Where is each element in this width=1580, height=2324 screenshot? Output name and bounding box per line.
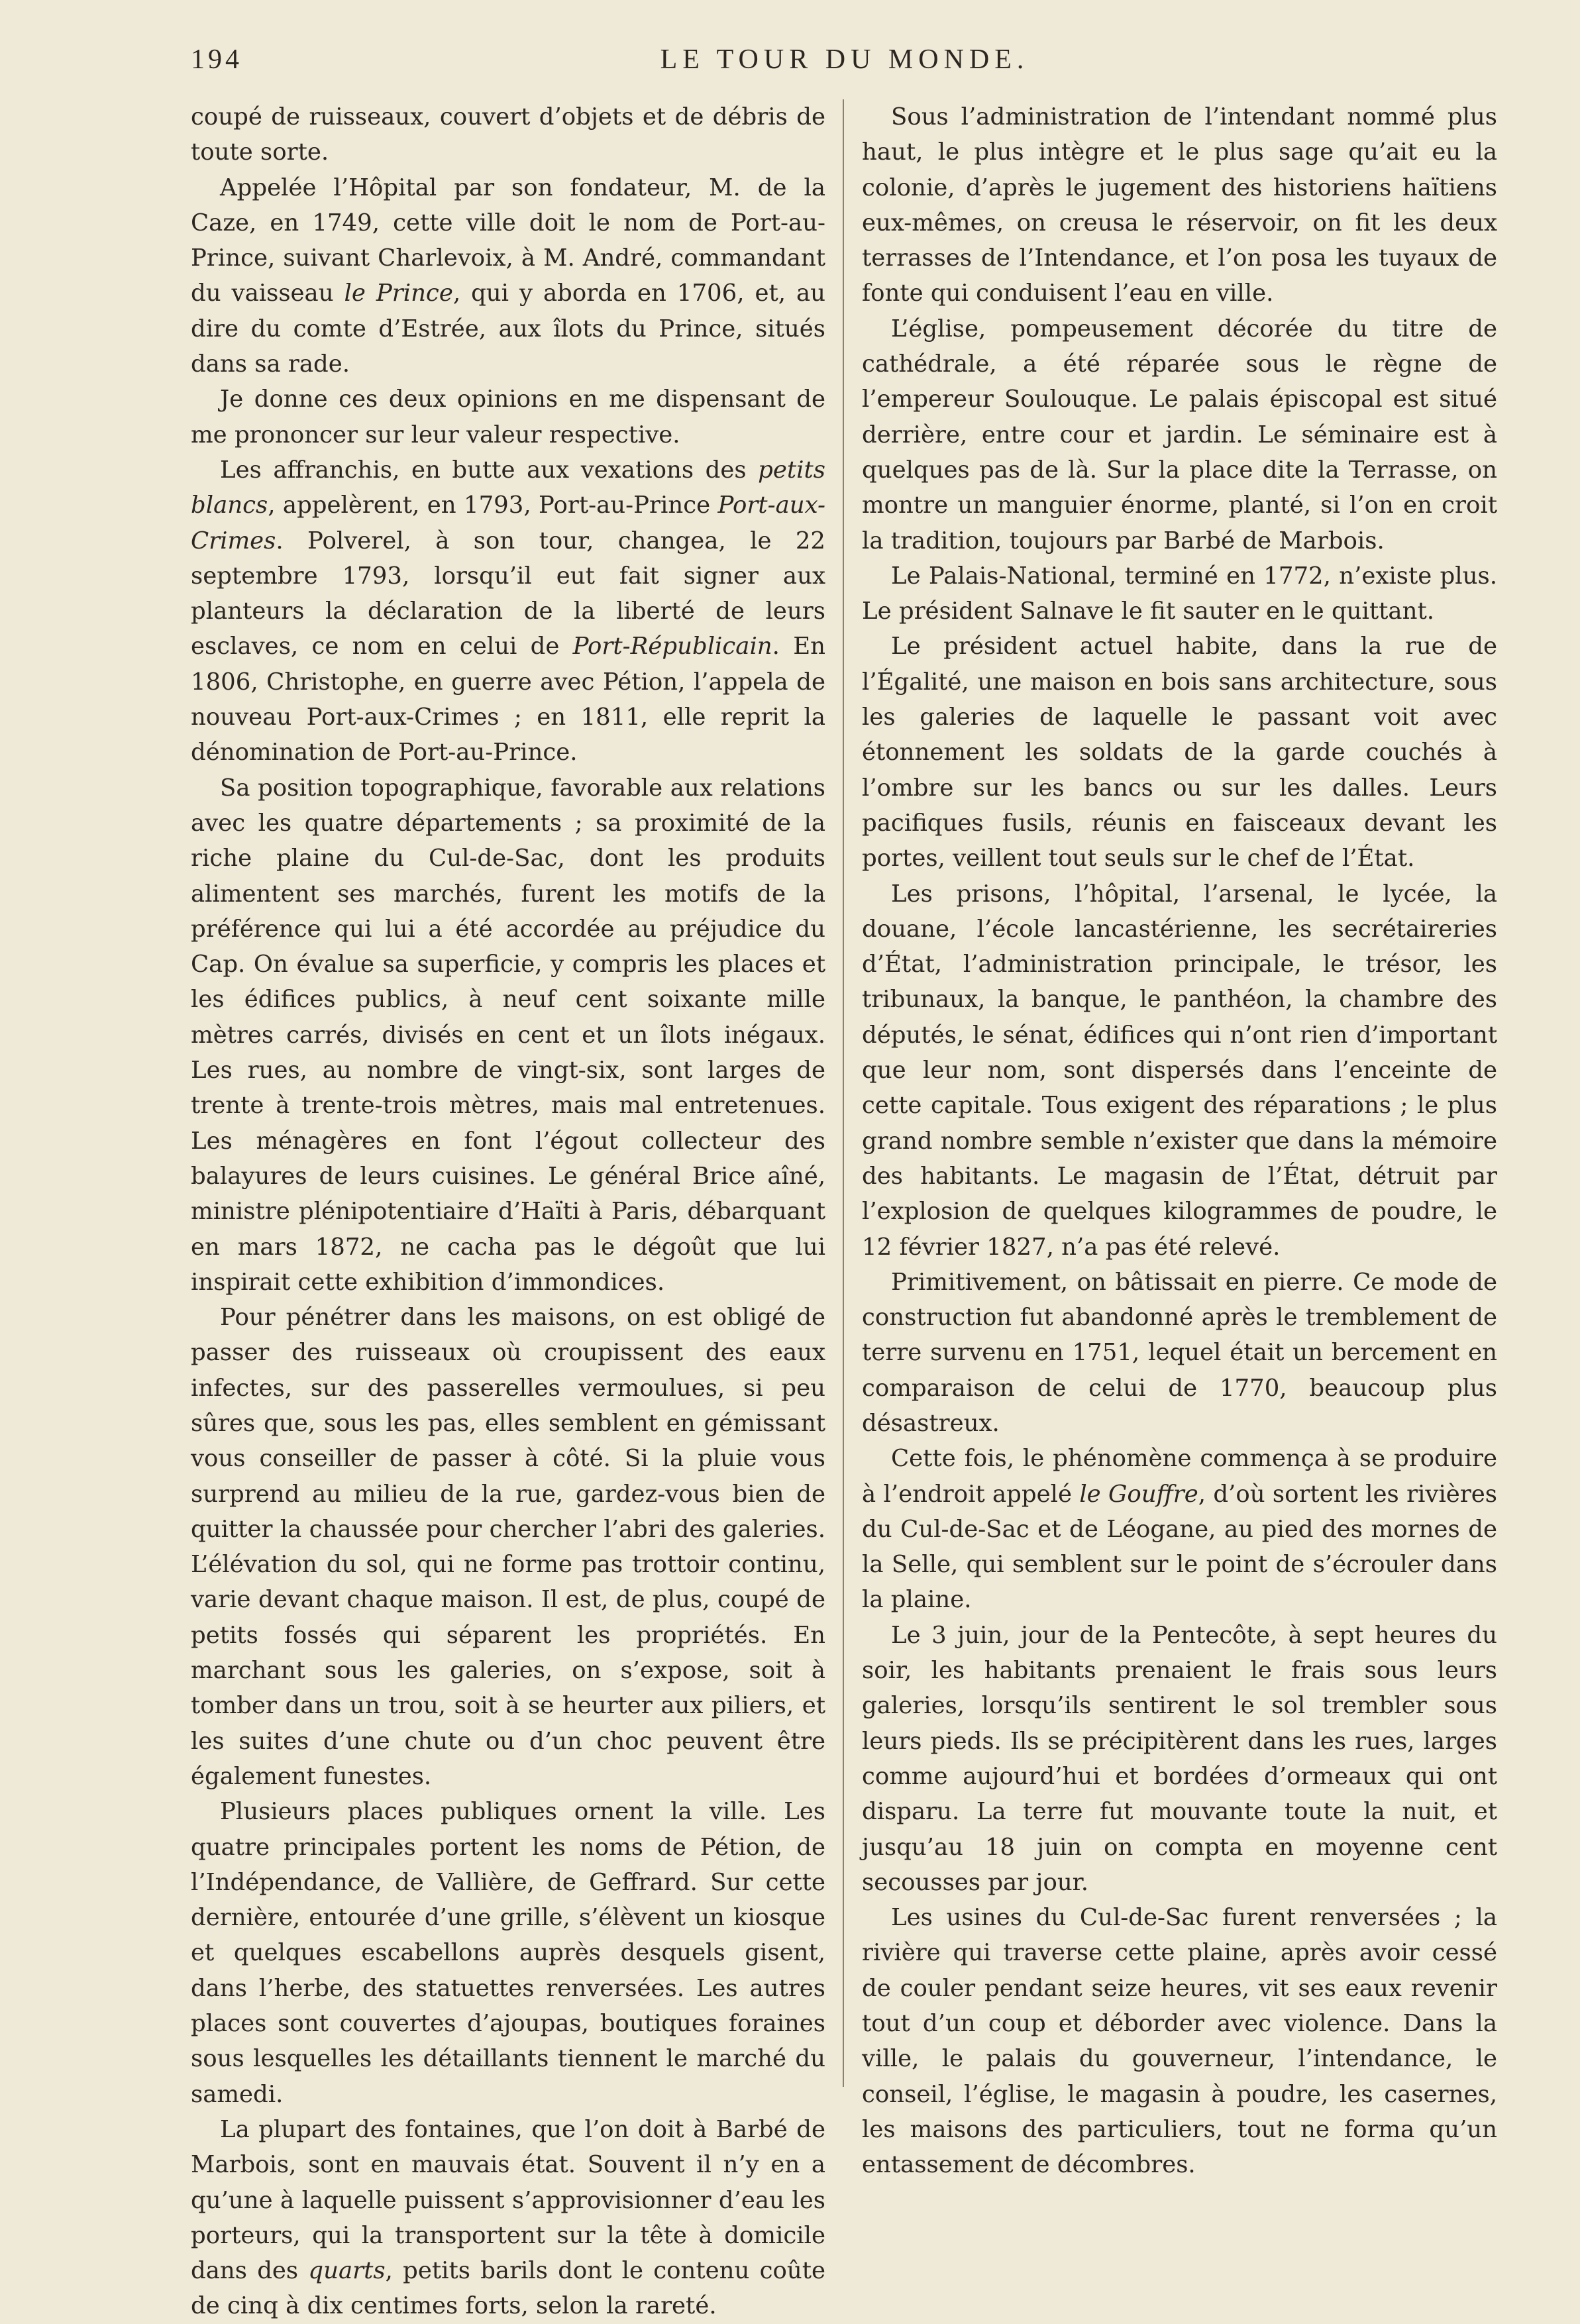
paragraph: Je donne ces deux opinions en me dispensant de me prononcer sur leur valeur respective.: [191, 386, 825, 449]
paragraph: Sa position topographique, favorable aux relations avec les quatre départements ; sa proximité de la riche plaine du Cul-de-Sac, dont les produits alimentent ses marchés, furent les motifs de la préférence qui lui a été accordée au préjudice du Cap. On évalue sa superficie, y compris les places et les édifices publics, à neuf cent soixante mille mètres carrés, divisés en cent et un îlots inégaux. Les rues, au nombre de vingt-six, sont larges de trente à trente-trois mètres, mais mal entretenues. Les ménagères en font l’égout collecteur des balayures de leurs cuisines. Le général Brice aîné, ministre plénipotentiaire d’Haïti à Paris, débarquant en mars 1872, ne cacha pas le dégoût que lui inspirait cette exhibition d’immondices.: [191, 774, 825, 1296]
paragraph: Le 3 juin, jour de la Pentecôte, à sept heures du soir, les habitants prenaient le frais sous leurs galeries, lorsqu’ils sentirent le sol trembler sous leurs pieds. Ils se précipitèrent dans les rues, larges comme aujourd’hui et bordées d’ormeaux qui ont disparu. La terre fut mouvante toute la nuit, et jusqu’au 18 juin on compta en moyenne cent secousses par jour.: [862, 1621, 1497, 1896]
paragraph: La plupart des fontaines, que l’on doit à Barbé de Marbois, sont en mauvais état. Souvent il n’y en a qu’une à laquelle puissent s’approvisionner d’eau les porteurs, qui la transportent sur la tête à domicile dans des quarts, petits barils dont le contenu coûte de cinq à dix centimes forts, selon la rareté.: [191, 2115, 825, 2320]
right-column: [862, 99, 1497, 2183]
paragraph: coupé de ruisseaux, couvert d’objets et de débris de toute sorte.: [191, 103, 825, 166]
paragraph: Sous l’administration de l’intendant nommé plus haut, le plus intègre et le plus sage qu’ait eu la colonie, d’après le jugement des historiens haïtiens eux-mêmes, on creusa le réservoir, on fit les deux terrasses de l’Intendance, et l’on posa les tuyaux de fonte qui conduisent l’eau en ville.: [862, 103, 1497, 307]
paragraph: Appelée l’Hôpital par son fondateur, M. de la Caze, en 1749, cette ville doit le nom de Port-au-Prince, suivant Charlevoix, à M. André, commandant du vaisseau le Prince, qui y aborda en 1706, et, au dire du comte d’Estrée, aux îlots du Prince, situés dans sa rade.: [191, 174, 825, 378]
left-column: [191, 99, 825, 2324]
running-title: LE TOUR DU MONDE.: [660, 44, 1029, 75]
column-divider: [843, 99, 844, 2087]
paragraph: L’église, pompeusement décorée du titre de cathédrale, a été réparée sous le règne de l’empereur Soulouque. Le palais épiscopal est situé derrière, entre cour et jardin. Le séminaire est à quelques pas de là. Sur la place dite la Terrasse, on montre un manguier énorme, planté, si l’on en croit la tradition, toujours par Barbé de Marbois.: [862, 315, 1497, 555]
page-number: 194: [191, 44, 242, 75]
paragraph: Les usines du Cul-de-Sac furent renversées ; la rivière qui traverse cette plaine, après avoir cessé de couler pendant seize heures, vit ses eaux revenir tout d’un coup et déborder avec violence. Dans la ville, le palais du gouverneur, l’intendance, le conseil, l’église, le magasin à poudre, les casernes, les maisons des particuliers, tout ne forma qu’un entassement de décombres.: [862, 1904, 1497, 2179]
paragraph: Les affranchis, en butte aux vexations des petits blancs, appelèrent, en 1793, Port-au-Prince Port-aux-Crimes. Polverel, à son tour, changea, le 22 septembre 1793, lorsqu’il eut fait signer aux planteurs la déclaration de la liberté de leurs esclaves, ce nom en celui de Port-Républicain. En 1806, Christophe, en guerre avec Pétion, l’appela de nouveau Port-aux-Crimes ; en 1811, elle reprit la dénomination de Port-au-Prince.: [191, 456, 825, 766]
paragraph: Cette fois, le phénomène commença à se produire à l’endroit appelé le Gouffre, d’où sortent les rivières du Cul-de-Sac et de Léogane, au pied des mornes de la Selle, qui semblent sur le point de s’écrouler dans la plaine.: [862, 1445, 1498, 1614]
page-header: [191, 44, 1499, 83]
paragraph: Le président actuel habite, dans la rue de l’Égalité, une maison en bois sans architecture, sous les galeries de laquelle le passant voit avec étonnement les soldats de la garde couchés à l’ombre sur les bancs ou sur les dalles. Leurs pacifiques fusils, réunis en faisceaux devant les portes, veillent tout seuls sur le chef de l’État.: [862, 633, 1497, 872]
paragraph: Plusieurs places publiques ornent la ville. Les quatre principales portent les noms de Pétion, de l’Indépendance, de Vallière, de Geffrard. Sur cette dernière, entourée d’une grille, s’élèvent un kiosque et quelques escabellons auprès desquels gisent, dans l’herbe, des statuettes renversées. Les autres places sont couvertes d’ajoupas, boutiques foraines sous lesquelles les détaillants tiennent le marché du samedi.: [191, 1798, 825, 2108]
paragraph: Le Palais-National, terminé en 1772, n’existe plus. Le président Salnave le fit sauter en le quittant.: [862, 562, 1497, 625]
paragraph: Les prisons, l’hôpital, l’arsenal, le lycée, la douane, l’école lancastérienne, les secrétaireries d’État, l’administration principale, le trésor, les tribunaux, la banque, le panthéon, la chambre des députés, le sénat, édifices qui n’ont rien d’important que leur nom, sont dispersés dans l’enceinte de cette capitale. Tous exigent des réparations ; le plus grand nombre semble n’exister que dans la mémoire des habitants. Le magasin de l’État, détruit par l’explosion de quelques kilogrammes de poudre, le 12 février 1827, n’a pas été relevé.: [862, 880, 1497, 1261]
paragraph: Pour pénétrer dans les maisons, on est obligé de passer des ruisseaux où croupissent des eaux infectes, sur des passerelles vermoulues, si peu sûres que, sous les pas, elles semblent en gémissant vous conseiller de passer à côté. Si la pluie vous surprend au milieu de la rue, gardez-vous bien de quitter la chaussée pour chercher l’abri des galeries. L’élévation du sol, qui ne forme pas trottoir continu, varie devant chaque maison. Il est, de plus, coupé de petits fossés qui séparent les propriétés. En marchant sous les galeries, on s’expose, soit à tomber dans un trou, soit à se heurter aux piliers, et les suites d’une chute ou d’un choc peuvent être également funestes.: [191, 1304, 825, 1790]
paragraph: Primitivement, on bâtissait en pierre. Ce mode de construction fut abandonné après le tremblement de terre survenu en 1751, lequel était un bercement en comparaison de celui de 1770, beaucoup plus désastreux.: [862, 1268, 1497, 1437]
